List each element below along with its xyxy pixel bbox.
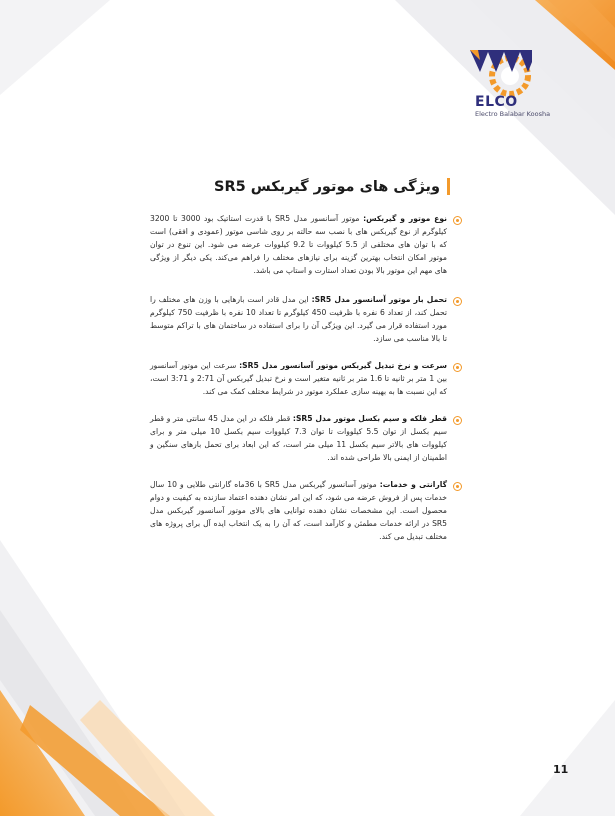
feature-list <box>150 208 462 543</box>
feature-title: نوع موتور و گیربکس: <box>363 214 447 223</box>
page-number: 11 <box>553 763 569 776</box>
brand-tagline: Electro Balabar Koosha <box>475 110 551 118</box>
feature-body: موتور آسانسور گیربکس مدل SR5 با 36ماه گارانتی طلایی و 10 سال خدمات پس از فروش عرضه می شود، که این امر نشان دهنده اعتماد سازنده به کیفیت و دوام محصول است. این مشخصات نشان دهنده توانایی های بالای موتور آسانسور گیربکس مدل SR5 در ارائه خدمات مطمئن و کارآمد است، که آن را به یک انتخاب ایده آل برای پروژه های مختلف تبدیل می کند. <box>150 480 447 541</box>
bullet-icon <box>453 416 462 425</box>
feature-body: این مدل قادر است بارهایی با وزن های مختلف را تحمل کند، از تعداد 6 نفره با ظرفیت 450 کیلوگرم تا تعداد 10 نفره با ظرفیت 750 کیلوگرم مورد استفاده قرار می گیرد. این ویژگی آن را برای استفاده در ساختمان های با تراکم متوسط تا بالا مناسب می سازد. <box>150 295 448 343</box>
list-item-text <box>150 478 447 543</box>
list-item <box>150 412 462 464</box>
bullet-icon <box>453 482 462 491</box>
feature-body: قطر فلکه در این مدل 45 سانتی متر و قطر سیم بکسل از توان 5.5 کیلووات تا توان 7.3 کیلووات سیم بکسل 10 میلی متر و برای کیلووات های بالاتر سیم بکسل 11 میلی متر است، که این ابعاد برای تحمل بارهای سنگین و اطمینان از ایمنی بالا طراحی شده اند. <box>150 414 448 462</box>
bullet-icon <box>453 363 462 372</box>
brand-name: ELCO <box>475 94 518 110</box>
list-item-text <box>150 293 447 345</box>
list-item <box>150 359 462 398</box>
heading-accent-bar <box>447 178 450 195</box>
feature-title: تحمل بار موتور آسانسور مدل SR5: <box>311 295 447 304</box>
list-item <box>150 212 462 277</box>
page-title: ویژگی های موتور گیربکس SR5 <box>214 178 440 195</box>
feature-title: سرعت و نرخ تبدیل گیربکس موتور آسانسور مدل SR5: <box>239 361 447 370</box>
list-item <box>150 293 462 345</box>
feature-body: موتور آسانسور مدل SR5 با قدرت استاتیک بود 3000 تا 3200 کیلوگرم از نوع گیربکس های با نصب سه حالته بر روی شاسی موتور (عمودی و افقی) است که با توان های مختلفی از 5.5 کیلووات تا 9.2 کیلووات عرضه می شود. این تنوع در توان موتور امکان انتخاب بهترین گزینه برای نیازهای مختلف را فراهم می‌کند. یکی دیگر از ویژگی های مهم این موتور بالا بودن تعداد استارت و استاپ می باشد. <box>150 214 447 275</box>
bullet-icon <box>453 216 462 225</box>
list-item-text <box>150 212 447 277</box>
feature-title: گارانتی و خدمات: <box>379 480 448 489</box>
page-heading <box>214 178 450 195</box>
list-item <box>150 478 462 543</box>
list-item-text <box>150 359 447 398</box>
feature-body: سرعت این موتور آسانسور بین 1 متر بر ثانیه تا 1.6 متر بر ثانیه متغیر است و نرخ تبدیل گیربکس آن 2:71 و 3:71 است، که این نسبت ها به بهینه سازی عملکرد موتور در شرایط مختلف کمک می کند. <box>150 361 448 396</box>
bullet-icon <box>453 297 462 306</box>
list-item-text <box>150 412 447 464</box>
feature-title: قطر فلکه و سیم بکسل موتور مدل SR5: <box>292 414 447 423</box>
